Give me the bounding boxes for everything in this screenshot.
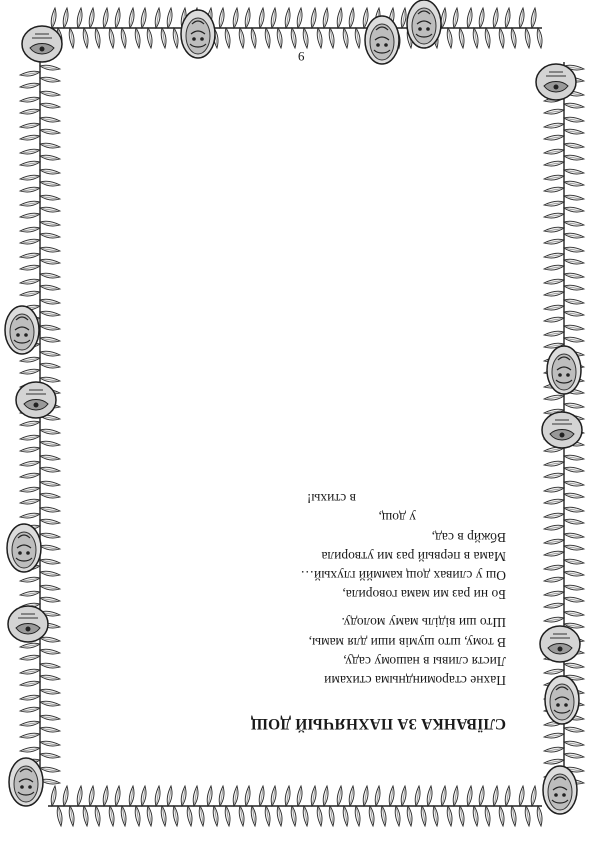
poem-line: в стихы! — [306, 491, 356, 507]
poem-line: Бо ни раз ми мама говорила, — [342, 587, 506, 603]
right-fern-garland — [20, 62, 60, 790]
poem-body — [146, 489, 506, 690]
top-fern-garland — [48, 786, 542, 826]
poem-title: СЛЇВАНКА ЗА ПАХНЯЧЫЙ ДОЩ — [250, 715, 506, 732]
poem-line: Пахне староминдныма стихами — [324, 673, 506, 688]
page-number: 9 — [297, 49, 305, 64]
poem-line: Листя сливы в нашому саду, — [343, 653, 506, 669]
poem-line: В тому, што шумів иши для мамы, — [308, 634, 506, 650]
poem-line: Што ши віділь маму молоду. — [341, 615, 506, 631]
stanza-1 — [146, 613, 506, 690]
bottom-fern-garland — [48, 8, 542, 48]
stanza-2 — [146, 489, 506, 604]
poem-line: Мама в первый раз ми утворила — [321, 548, 506, 564]
poem-line: Вбжйр в сад, — [431, 529, 506, 545]
poem-line: Ош у сливах дощ каммйй глухый… — [300, 567, 506, 583]
stone-ornaments — [5, 0, 582, 814]
poem-line: у дощ, — [378, 510, 416, 526]
